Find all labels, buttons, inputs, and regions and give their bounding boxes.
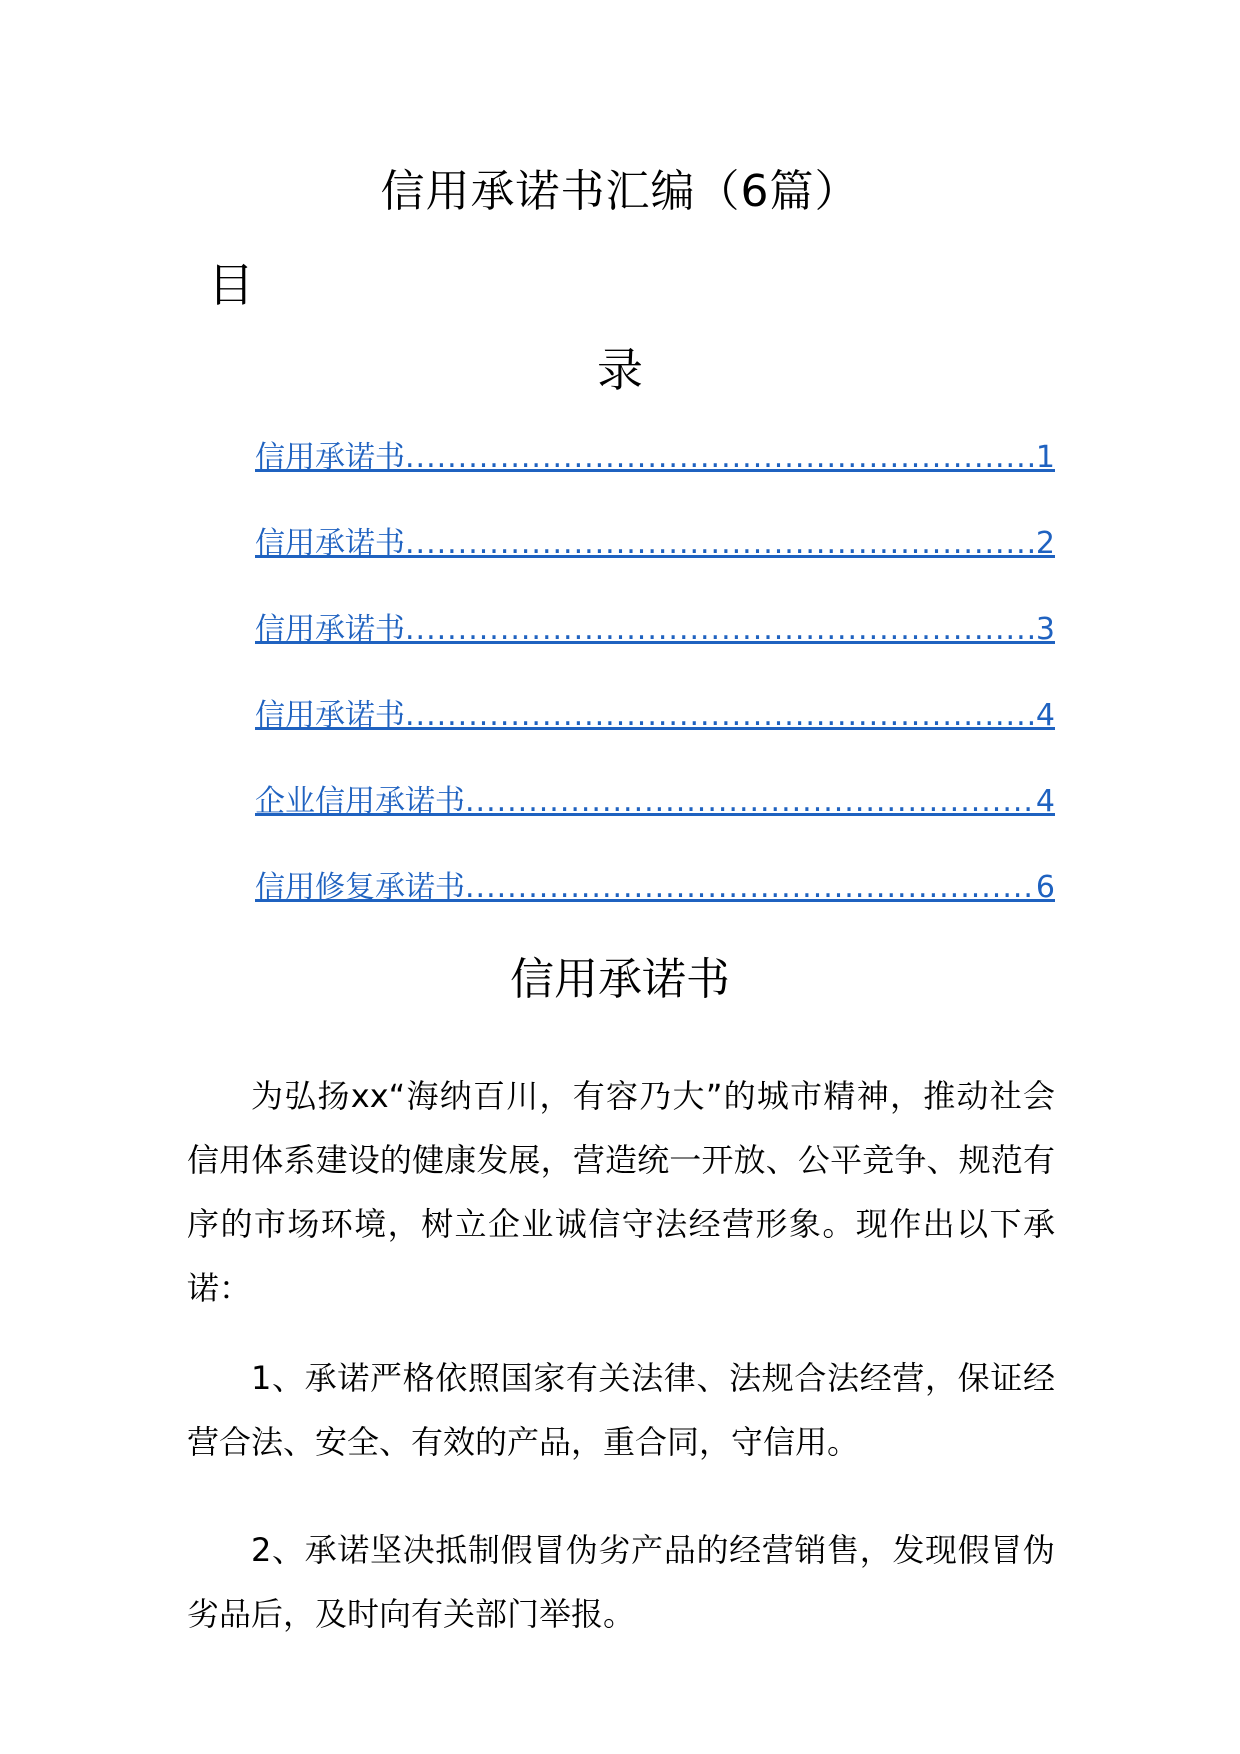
toc-entry-label: 企业信用承诺书 bbox=[255, 784, 465, 819]
toc-heading-second-char: 录 bbox=[597, 343, 643, 397]
toc-entry-6[interactable] bbox=[255, 868, 1055, 954]
toc-dot-leader bbox=[405, 610, 1036, 650]
toc-entry-5[interactable] bbox=[255, 782, 1055, 868]
section-title: 信用承诺书 bbox=[510, 954, 730, 1005]
body-paragraph-1: 为弘扬xx“海纳百川，有容乃大”的城市精神，推动社会信用体系建设的健康发展，营造统一开放、公平竞争、规范有序的市场环境，树立企业诚信守法经营形象。现作出以下承诺： bbox=[187, 1077, 1055, 1307]
toc-entry-label: 信用承诺书 bbox=[255, 698, 405, 733]
toc-entry-page: 6 bbox=[1035, 870, 1055, 905]
toc-entry-1[interactable] bbox=[255, 438, 1055, 524]
toc-heading-first-char: 目 bbox=[208, 258, 254, 312]
document-title: 信用承诺书汇编（6篇） bbox=[380, 166, 860, 217]
toc-dot-leader bbox=[405, 438, 1036, 478]
table-of-contents bbox=[255, 438, 1055, 954]
toc-entry-3[interactable] bbox=[255, 610, 1055, 696]
toc-entry-page: 4 bbox=[1035, 784, 1055, 819]
body-paragraph-2: 1、承诺严格依照国家有关法律、法规合法经营，保证经营合法、安全、有效的产品，重合同，守信用。 bbox=[187, 1359, 1055, 1461]
toc-entry-page: 4 bbox=[1035, 698, 1055, 733]
toc-entry-page: 3 bbox=[1035, 612, 1055, 647]
toc-entry-4[interactable] bbox=[255, 696, 1055, 782]
body-paragraph-3: 2、承诺坚决抵制假冒伪劣产品的经营销售，发现假冒伪劣品后，及时向有关部门举报。 bbox=[187, 1531, 1055, 1633]
toc-entry-label: 信用承诺书 bbox=[255, 612, 405, 647]
toc-entry-page: 2 bbox=[1035, 526, 1055, 561]
toc-dot-leader bbox=[405, 524, 1036, 564]
toc-entry-label: 信用承诺书 bbox=[255, 440, 405, 475]
toc-entry-page: 1 bbox=[1035, 440, 1055, 475]
toc-entry-label: 信用承诺书 bbox=[255, 526, 405, 561]
toc-entry-label: 信用修复承诺书 bbox=[255, 870, 465, 905]
toc-dot-leader bbox=[405, 696, 1036, 736]
toc-entry-2[interactable] bbox=[255, 524, 1055, 610]
toc-dot-leader bbox=[465, 868, 1036, 908]
toc-dot-leader bbox=[465, 782, 1036, 822]
